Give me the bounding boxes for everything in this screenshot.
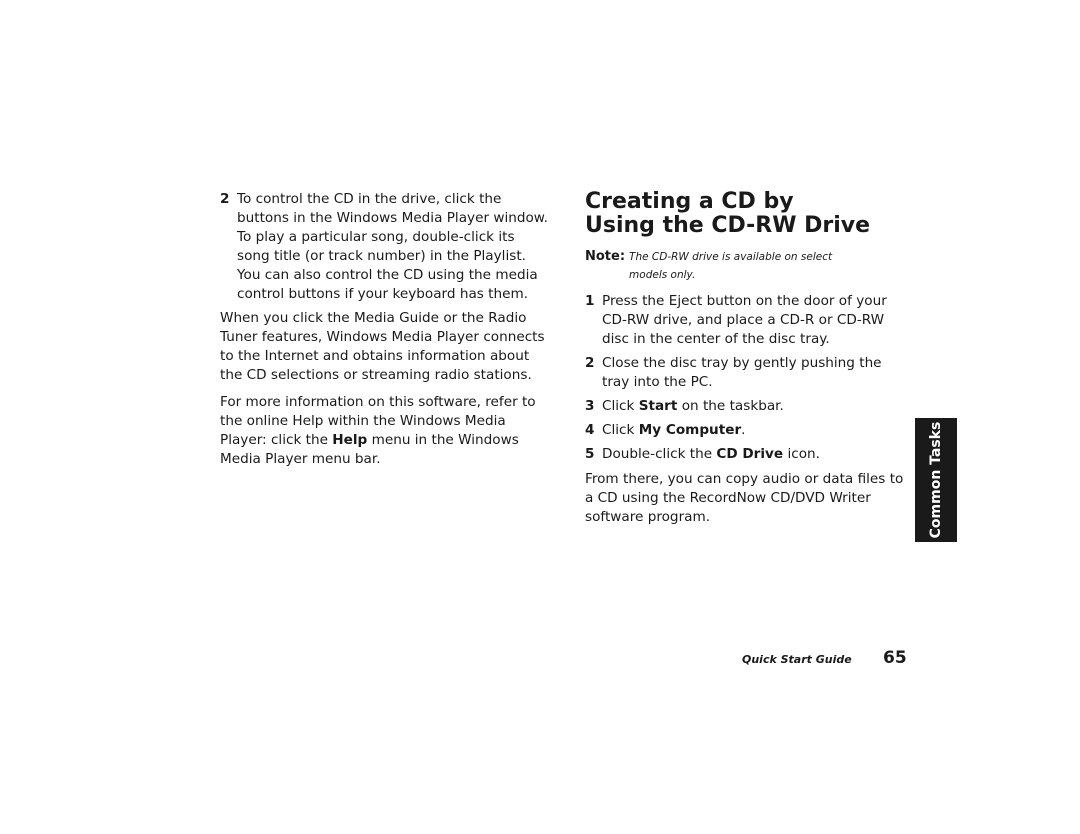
- text-run: .: [741, 422, 746, 438]
- more-info-paragraph: [220, 393, 550, 469]
- ui-term: Start: [638, 398, 678, 414]
- step-4: [585, 421, 905, 440]
- ui-term: My Computer: [638, 422, 742, 438]
- step-1: [585, 292, 905, 349]
- heading-line-1: Creating a CD by: [585, 189, 794, 214]
- text-run: Click: [602, 398, 639, 414]
- section-heading: [585, 190, 905, 238]
- note: [585, 248, 905, 284]
- text-run: icon.: [783, 446, 820, 462]
- side-tab-label: Common Tasks: [928, 421, 944, 539]
- step-text: Press the Eject button on the door of your CD-RW drive, and place a CD-R or CD-RW disc in the center of the disc tray.: [602, 293, 887, 347]
- left-column: [220, 190, 550, 477]
- text-run: Double-click the: [602, 446, 717, 462]
- step-text: [602, 421, 745, 440]
- step-text: [602, 397, 784, 416]
- text-run: Click: [602, 422, 639, 438]
- page-number: 65: [883, 648, 907, 668]
- step-number: 5: [585, 446, 595, 462]
- help-menu-name: Help: [332, 432, 368, 448]
- step-2: [585, 354, 905, 392]
- footer-guide-title: Quick Start Guide: [742, 653, 852, 666]
- note-text: The CD-RW drive is available on select models only.: [629, 251, 833, 281]
- step-number: 1: [585, 293, 595, 309]
- ui-term: CD Drive: [716, 446, 784, 462]
- step-5: [585, 445, 905, 464]
- text-run: on the taskbar.: [677, 398, 784, 414]
- text-run: For more information on this software, refer to the online Help within the Windows Media Player: click the: [220, 394, 536, 448]
- step-2-control-cd: [220, 190, 550, 304]
- section-side-tab: [915, 418, 957, 542]
- step-3: [585, 397, 905, 416]
- step-number: 4: [585, 422, 595, 438]
- right-column: [585, 190, 905, 535]
- note-label: Note:: [585, 249, 626, 264]
- step-text: To control the CD in the drive, click the buttons in the Windows Media Player window. To play a particular song, double-click its song title (or track number) in the Playlist. You can also control the CD using the media control buttons if your keyboard has them.: [237, 191, 549, 302]
- step-number: 3: [585, 398, 595, 414]
- closing-paragraph: From there, you can copy audio or data files to a CD using the RecordNow CD/DVD Writer software program.: [585, 471, 904, 525]
- text-run: menu in the Windows Media Player menu bar.: [220, 432, 519, 467]
- heading-line-2: Using the CD-RW Drive: [585, 213, 871, 238]
- step-text: [602, 445, 820, 464]
- step-text: Close the disc tray by gently pushing the tray into the PC.: [602, 355, 882, 390]
- step-number: 2: [220, 191, 230, 207]
- step-number: 2: [585, 355, 595, 371]
- media-guide-paragraph: When you click the Media Guide or the Radio Tuner features, Windows Media Player connects to the Internet and obtains information about the CD selections or streaming radio stations.: [220, 310, 545, 383]
